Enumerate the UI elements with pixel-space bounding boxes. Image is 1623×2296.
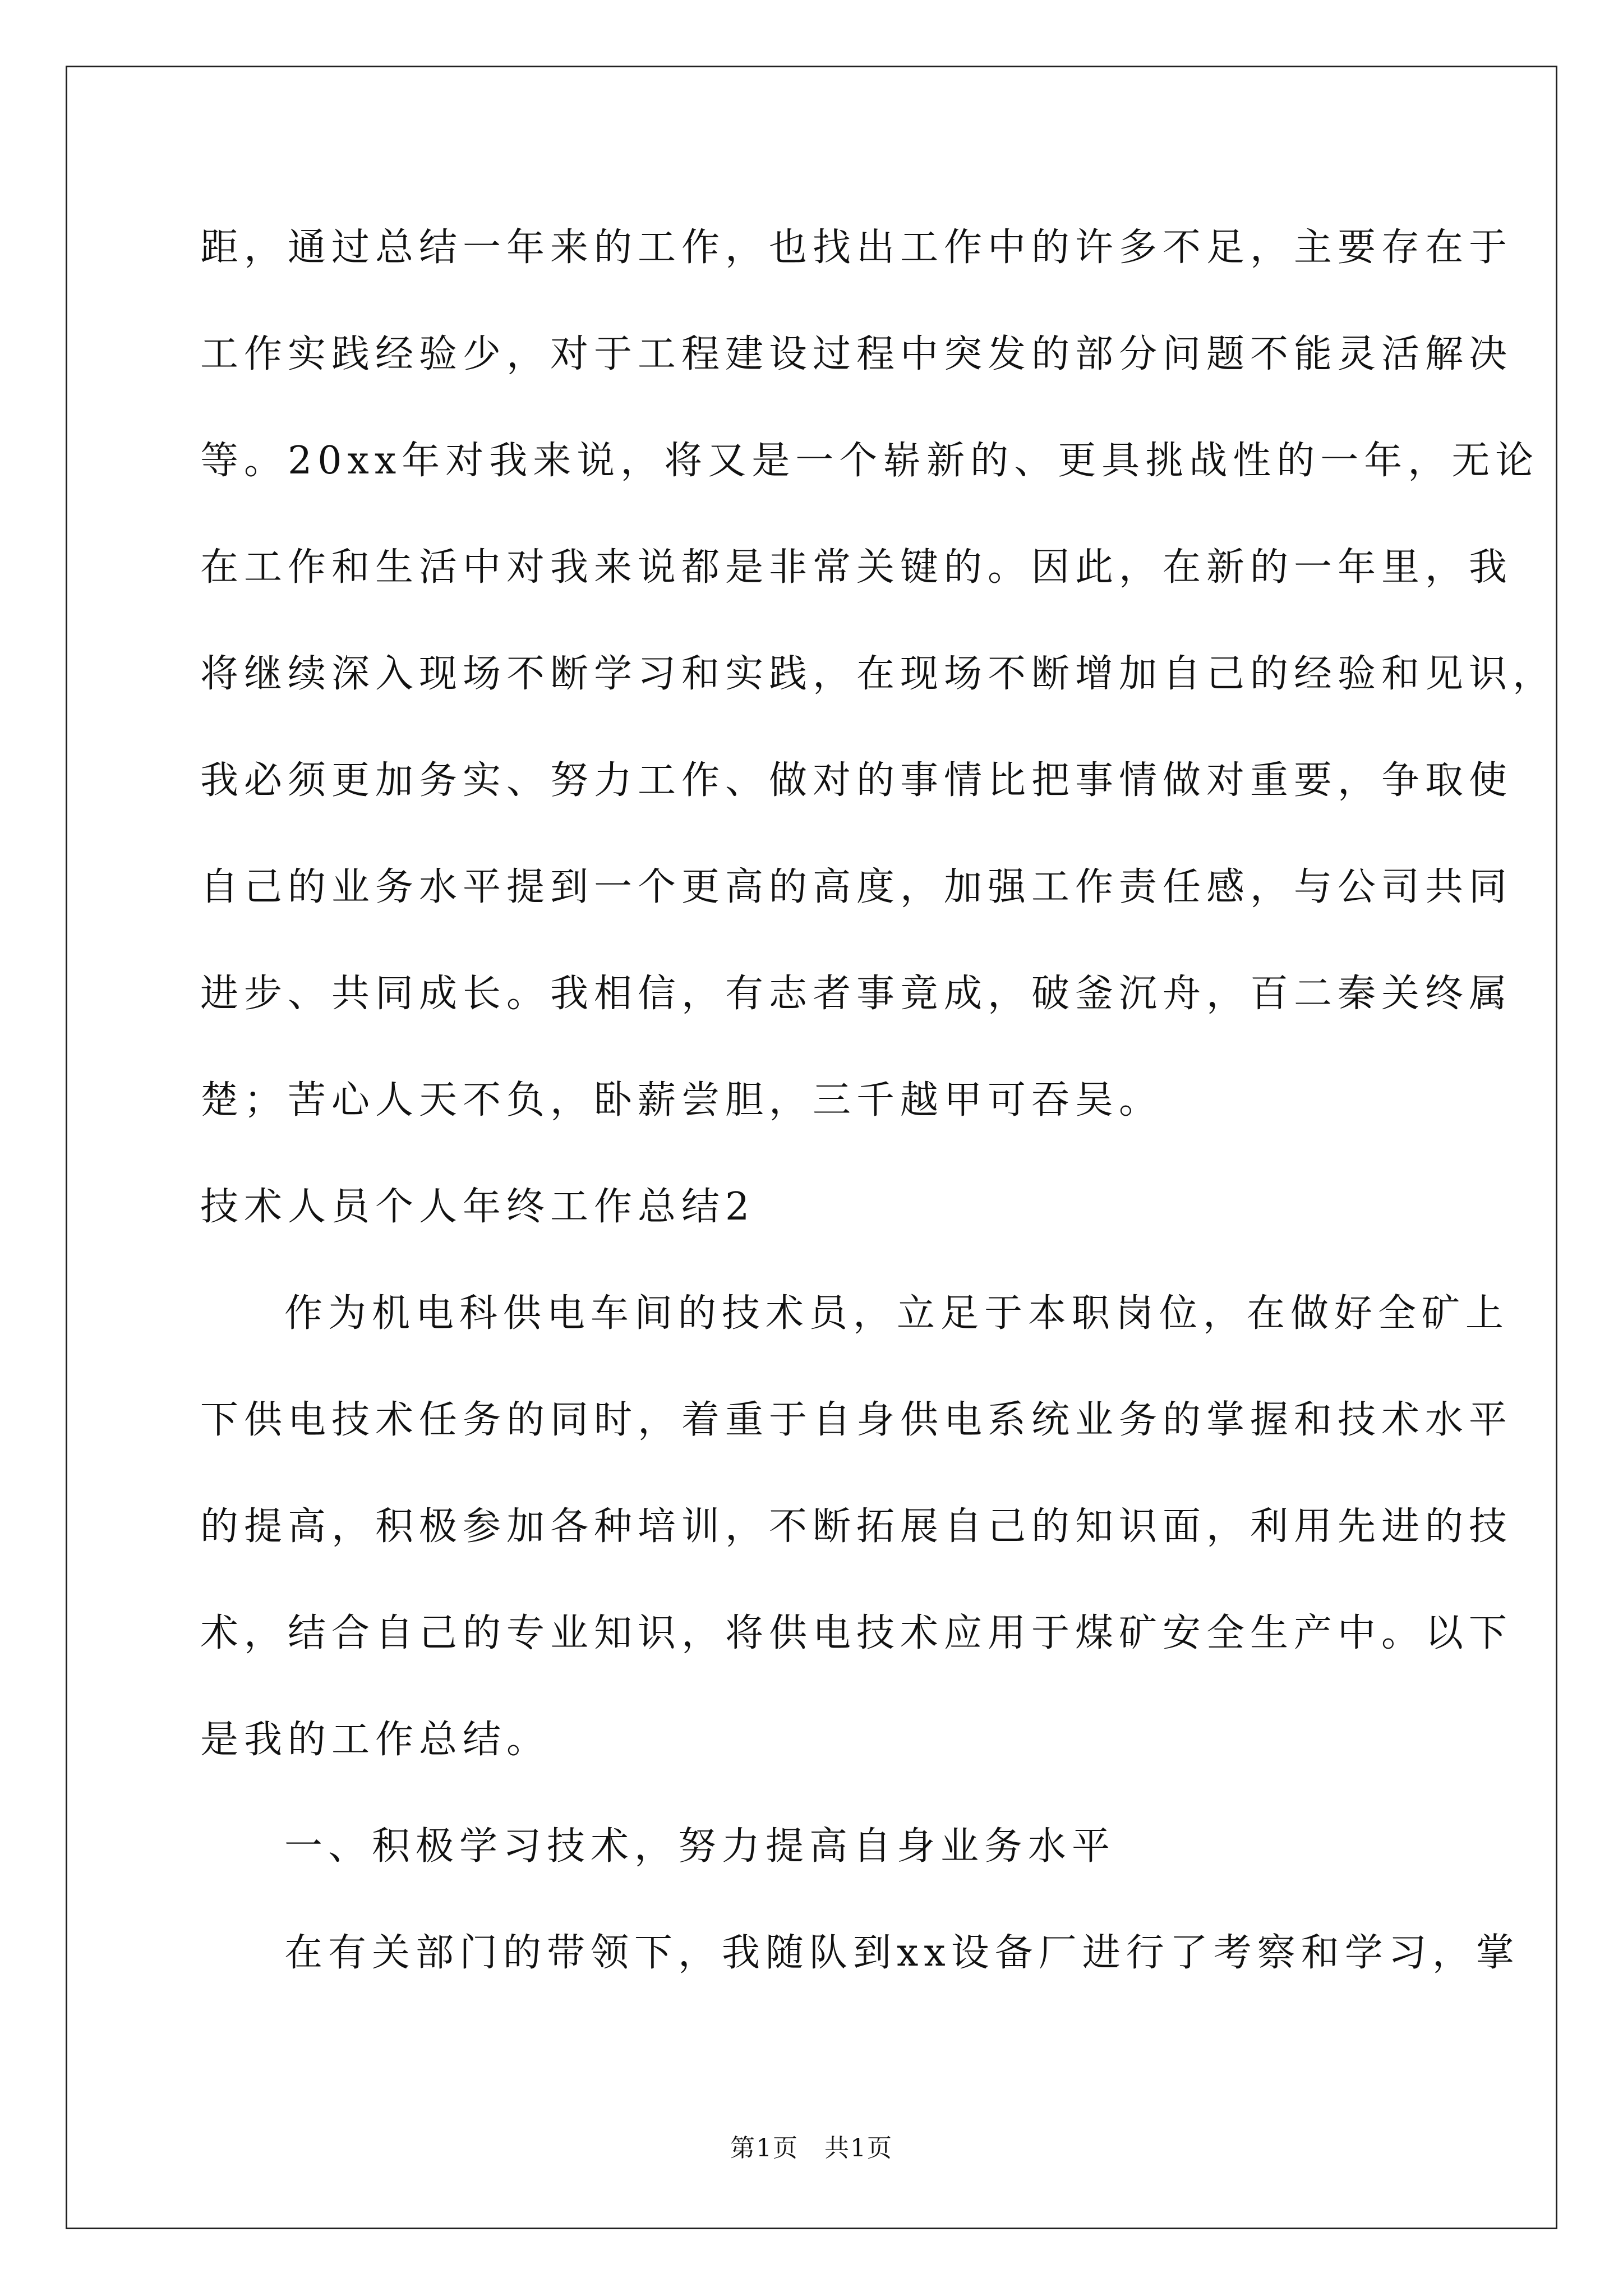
paragraph-line: 工作实践经验少，对于工程建设过程中突发的部分问题不能灵活解决 — [200, 332, 1513, 376]
paragraph-line: 距，通过总结一年来的工作，也找出工作中的许多不足，主要存在于 — [200, 226, 1513, 270]
paragraph-line: 进步、共同成长。我相信，有志者事竟成，破釜沉舟，百二秦关终属 — [200, 972, 1513, 1016]
paragraph-line: 自己的业务水平提到一个更高的高度，加强工作责任感，与公司共同 — [200, 865, 1513, 909]
page-border — [66, 66, 1557, 2229]
paragraph-line: 我必须更加务实、努力工作、做对的事情比把事情做对重要，争取使 — [200, 758, 1513, 803]
paragraph-line: 将继续深入现场不断学习和实践，在现场不断增加自己的经验和见识， — [200, 652, 1557, 696]
paragraph-line: 是我的工作总结。 — [200, 1718, 551, 1762]
paragraph-line: 楚；苦心人天不负，卧薪尝胆，三千越甲可吞吴。 — [200, 1078, 1163, 1122]
paragraph-line: 等。20xx年对我来说，将又是一个崭新的、更具挑战性的一年，无论 — [200, 439, 1539, 483]
paragraph-line: 术，结合自己的专业知识，将供电技术应用于煤矿安全生产中。以下 — [200, 1611, 1513, 1655]
section-title: 技术人员个人年终工作总结2 — [200, 1185, 755, 1229]
page-footer: 第1页 共1页 — [730, 2134, 893, 2162]
paragraph-line: 在工作和生活中对我来说都是非常关键的。因此，在新的一年里，我 — [200, 545, 1513, 590]
paragraph-line: 在有关部门的带领下，我随队到xx设备厂进行了考察和学习，掌 — [284, 1931, 1520, 1975]
paragraph-line: 下供电技术任务的同时，着重于自身供电系统业务的掌握和技术水平 — [200, 1398, 1513, 1442]
paragraph-line: 作为机电科供电车间的技术员，立足于本职岗位，在做好全矿上 — [284, 1291, 1510, 1336]
subheading: 一、积极学习技术，努力提高自身业务水平 — [284, 1824, 1116, 1869]
paragraph-line: 的提高，积极参加各种培训，不断拓展自己的知识面，利用先进的技 — [200, 1504, 1513, 1549]
